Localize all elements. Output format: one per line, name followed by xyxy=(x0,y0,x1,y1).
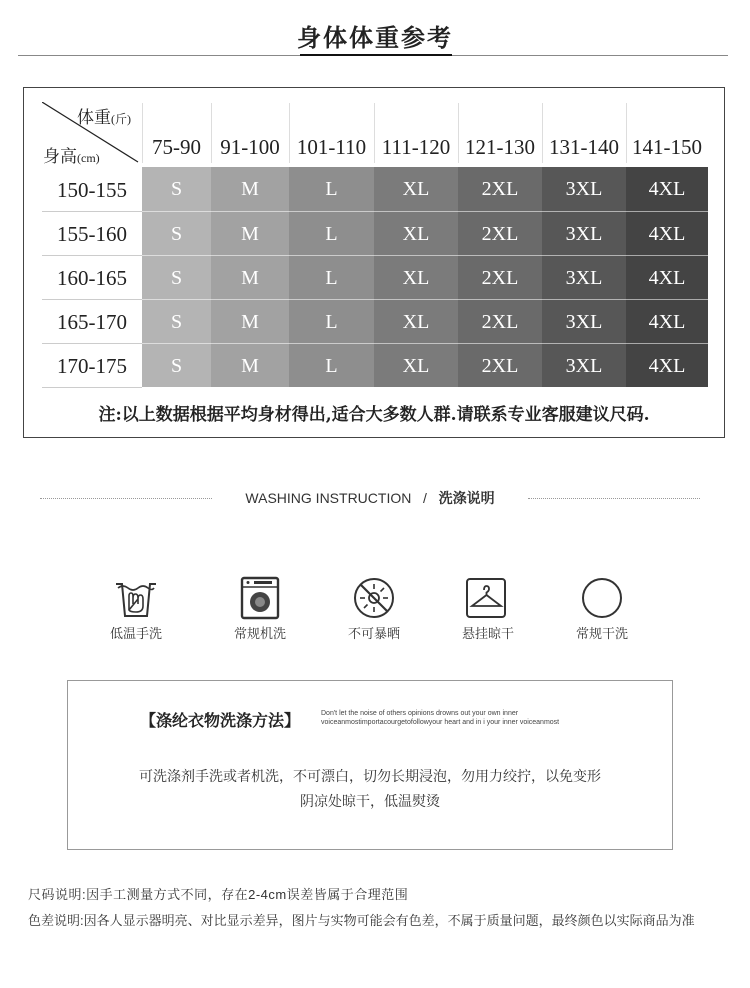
size-cell: 3XL xyxy=(542,299,626,343)
washing-title-en: WASHING INSTRUCTION xyxy=(245,490,412,506)
decorative-english-line-1: Don't let the noise of others opinions drowns out your own inner xyxy=(321,710,519,717)
size-cell: M xyxy=(211,167,289,211)
weight-range-header: 131-140 xyxy=(549,135,619,159)
size-cell: M xyxy=(211,343,289,387)
dry-clean-icon xyxy=(580,576,624,620)
hanger-icon xyxy=(464,576,508,620)
weight-range-header: 141-150 xyxy=(632,135,702,159)
weight-range-header: 75-90 xyxy=(152,135,201,159)
size-cell: XL xyxy=(374,167,458,211)
column-separator xyxy=(458,103,459,163)
size-cell: S xyxy=(142,211,211,255)
size-cell: 2XL xyxy=(458,299,542,343)
size-cell: 2XL xyxy=(458,167,542,211)
size-cell: L xyxy=(289,255,374,299)
height-header-label: 身高 xyxy=(43,147,77,166)
size-cell: 3XL xyxy=(542,167,626,211)
size-cell: 3XL xyxy=(542,211,626,255)
weight-header-label: 体重 xyxy=(77,108,111,127)
height-range-label: 170-175 xyxy=(57,354,127,378)
column-separator xyxy=(289,103,290,163)
row-divider xyxy=(42,299,142,300)
size-disclaimer: 尺码说明:因手工测量方式不同，存在2-4cm误差皆属于合理范围 xyxy=(28,887,409,902)
row-divider xyxy=(42,387,142,388)
row-divider xyxy=(42,211,142,212)
washing-method-text-2: 阴凉处晾干，低温熨烫 xyxy=(300,793,440,809)
size-cell: XL xyxy=(374,343,458,387)
size-cell: L xyxy=(289,167,374,211)
washing-method-box xyxy=(67,680,673,850)
washing-title-cn: 洗涤说明 xyxy=(438,490,495,506)
weight-range-header: 91-100 xyxy=(220,135,280,159)
height-range-label: 155-160 xyxy=(57,222,127,246)
washing-machine-icon xyxy=(238,576,282,620)
height-header xyxy=(43,142,100,167)
washing-instruction-title xyxy=(210,488,530,508)
size-cell: S xyxy=(142,299,211,343)
size-cell: 4XL xyxy=(626,299,708,343)
size-cell: S xyxy=(142,167,211,211)
size-cell: L xyxy=(289,299,374,343)
hand-wash-icon xyxy=(114,576,158,620)
size-cell: 3XL xyxy=(542,255,626,299)
size-table-note: 注:以上数据根据平均身材得出,适合大多数人群.请联系专业客服建议尺码. xyxy=(98,405,650,425)
height-range-label: 150-155 xyxy=(57,178,127,202)
weight-range-header: 111-120 xyxy=(381,135,451,159)
size-cell: S xyxy=(142,255,211,299)
washing-label: 不可暴晒 xyxy=(347,626,400,641)
size-cell: 2XL xyxy=(458,255,542,299)
washing-label: 常规机洗 xyxy=(233,626,286,641)
weight-header xyxy=(77,103,131,128)
color-disclaimer: 色差说明:因各人显示器明亮、对比显示差异，图片与实物可能会有色差，不属于质量问题，最终颜色以实际商品为准 xyxy=(28,913,695,928)
column-separator xyxy=(142,103,143,163)
size-cell: L xyxy=(289,343,374,387)
size-cell: XL xyxy=(374,299,458,343)
weight-header-unit: (斤) xyxy=(111,112,131,126)
row-divider xyxy=(42,343,142,344)
size-cell: XL xyxy=(374,211,458,255)
column-separator xyxy=(542,103,543,163)
size-cell: L xyxy=(289,211,374,255)
height-range-label: 160-165 xyxy=(57,266,127,290)
decorative-english-line-2: voiceanmostimportacourgetofollowyour heart and in i your inner voiceanmost xyxy=(321,719,560,726)
column-separator xyxy=(211,103,212,163)
size-cell: 4XL xyxy=(626,211,708,255)
size-cell: 3XL xyxy=(542,343,626,387)
column-separator xyxy=(626,103,627,163)
size-cell: 2XL xyxy=(458,343,542,387)
weight-range-header: 101-110 xyxy=(296,135,367,159)
washing-method-text-1: 可洗涤剂手洗或者机洗，不可漂白，切勿长期浸泡，勿用力绞拧，以免变形 xyxy=(139,768,601,784)
size-cell: M xyxy=(211,255,289,299)
size-cell: 4XL xyxy=(626,167,708,211)
size-cell: XL xyxy=(374,255,458,299)
washing-title-separator: / xyxy=(423,490,427,506)
title-underline xyxy=(300,54,452,56)
size-cell: S xyxy=(142,343,211,387)
no-sun-dry-icon xyxy=(352,576,396,620)
size-cell: M xyxy=(211,211,289,255)
dotted-divider-left xyxy=(40,498,212,499)
size-cell: M xyxy=(211,299,289,343)
row-divider xyxy=(42,255,142,256)
washing-label: 悬挂晾干 xyxy=(461,626,514,641)
size-cell: 2XL xyxy=(458,211,542,255)
height-header-unit: (cm) xyxy=(77,151,100,165)
washing-label: 常规干洗 xyxy=(575,626,628,641)
washing-label: 低温手洗 xyxy=(109,626,162,641)
size-cell: 4XL xyxy=(626,343,708,387)
height-range-label: 165-170 xyxy=(57,310,127,334)
dotted-divider-right xyxy=(528,498,700,499)
column-separator xyxy=(374,103,375,163)
washing-method-title: 【涤纶衣物洗涤方法】 xyxy=(140,713,301,730)
page-title: 身体体重参考 xyxy=(297,24,453,52)
size-cell: 4XL xyxy=(626,255,708,299)
weight-range-header: 121-130 xyxy=(465,135,535,159)
